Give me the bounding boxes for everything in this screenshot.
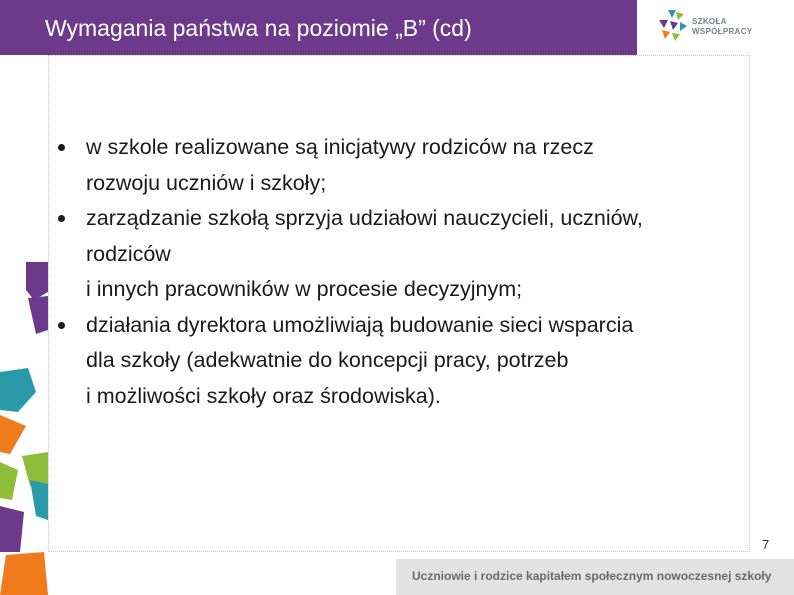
logo-mark-icon xyxy=(656,8,688,42)
bullet-list xyxy=(86,130,751,414)
footer-tagline: Uczniowie i rodzice kapitałem społecznym nowoczesnej szkoły xyxy=(412,569,772,583)
logo-text-line1: SZKOŁA xyxy=(692,17,727,26)
bullet-item: zarządzanie szkołą sprzyja udziałowi nauczycieli, uczniów, rodziców i innych pracowników w procesie decyzyjnym; xyxy=(86,201,751,308)
bullet-item: działania dyrektora umożliwiają budowanie sieci wsparcia dla szkoły (adekwatnie do koncepcji pracy, potrzeb i możliwości szkoły oraz środowiska). xyxy=(86,308,751,415)
logo-text-line2: WSPÓŁPRACY xyxy=(692,27,753,36)
slide-title: Wymagania państwa na poziomie „B” (cd) xyxy=(45,15,472,41)
bullet-item: w szkole realizowane są inicjatywy rodziców na rzecz rozwoju uczniów i szkoły; xyxy=(86,130,751,201)
title-bar xyxy=(0,0,637,55)
szkola-wspolpracy-logo xyxy=(656,8,766,48)
page-number: 7 xyxy=(762,537,770,552)
